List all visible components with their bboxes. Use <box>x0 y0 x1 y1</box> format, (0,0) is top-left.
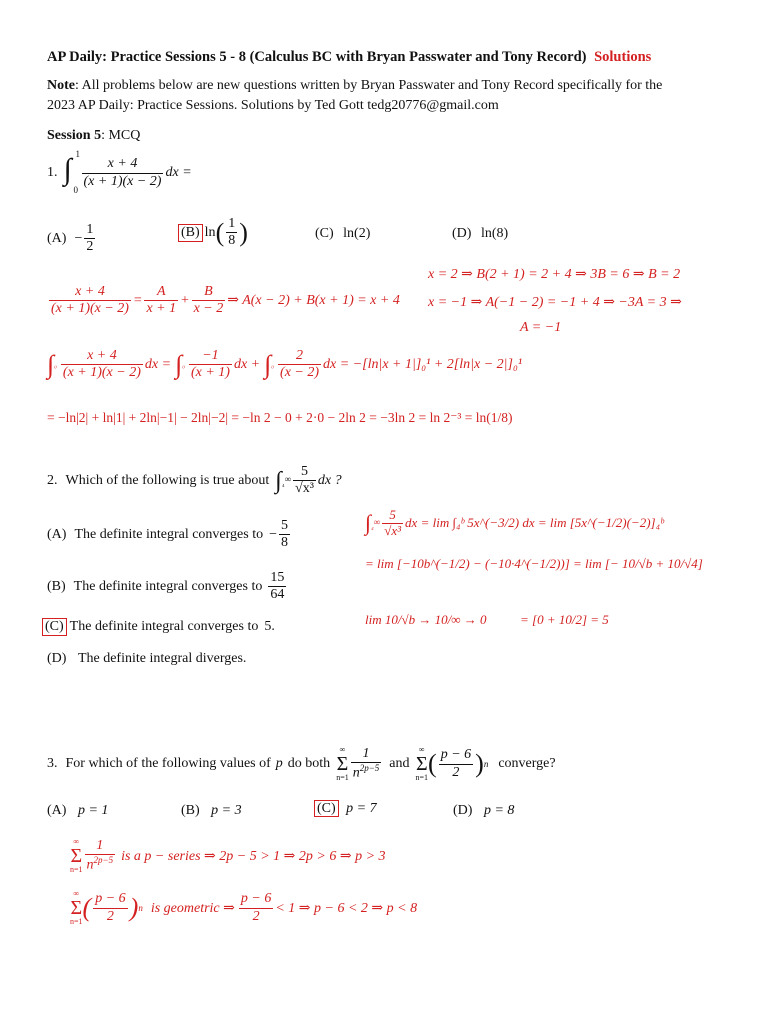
q2-choice-b-letter: (B) <box>47 578 66 594</box>
note-line-2: 2023 AP Daily: Practice Sessions. Solutions by Ted Gott tedg20776@gmail.com <box>47 98 499 113</box>
q1-choice-b[interactable]: (B) ln ( $\frac{1}{8}$ ) <box>178 216 248 249</box>
q3-work-line-2: ∞ Σ n=1 ( $\frac{p - 6}{2}$ ) n is geometric ⇒ $\frac{p - 6}{2}$ < 1 ⇒ p − 6 < 2 ⇒ p < 8 <box>70 889 418 926</box>
q1-work-a: x = −1 ⇒ A(−1 − 2) = −1 + 4 ⇒ −3A = 3 ⇒ <box>428 295 682 310</box>
q3-choice-c-value: p = 7 <box>346 801 377 816</box>
q2-work-line-3: lim 10/√b → 10/∞ → 0 <box>365 612 487 627</box>
q1-prompt <box>47 150 192 196</box>
q2-work-line-1: ∫ ₄∞ $\frac{5}{\text{√x³}}$ dx = lim ∫₄ᵇ 5x^(−3/2) dx = lim [5x^(−1/2)(−2)]₄ᵇ <box>365 507 664 538</box>
q1-antiderivative: dx = −[ln|x + 1|]₀¹ + 2[ln|x − 2|]₀¹ <box>323 356 523 372</box>
q3-work-1: is a p − series ⇒ 2p − 5 > 1 ⇒ 2p > 6 ⇒ p > 3 <box>121 848 386 864</box>
q1-final-evaluation: = −ln|2| + ln|1| + 2ln|−1| − 2ln|−2| = −ln 2 − 0 + 2·0 − 2ln 2 = −3ln 2 = ln 2⁻³ = ln(1/8) <box>47 410 513 425</box>
q2-work-line-2: = lim [−10b^(−1/2) − (−10·4^(−1/2))] = lim [− 10/√b + 10/√4] <box>365 556 703 571</box>
q3-stem-and: and <box>389 756 410 771</box>
q3-choice-b-letter: (B) <box>181 803 200 818</box>
note-line-1 <box>47 78 662 94</box>
q2-choice-a[interactable]: (A) The definite integral converges to − $\frac{5}{8}$ <box>47 518 289 551</box>
q1-choice-d-letter: (D) <box>452 226 472 241</box>
q2-stem-dx: dx ? <box>317 472 342 488</box>
q1-choice-c[interactable]: (C) ln(2) <box>315 226 371 241</box>
q1-integrand <box>82 156 164 189</box>
q3-work-2: is geometric ⇒ <box>150 900 235 916</box>
q2-choice-c-selected-box: (C) <box>42 618 67 636</box>
q3-choice-d-letter: (D) <box>453 803 473 818</box>
q1-integral-split: ∫ ₀ $\frac{x + 4}{(x + 1)(x - 2)}$ dx = ∫ ₀ $\frac{-1}{(x + 1)}$ dx + ∫ ₀ $\frac{2}{(x - 2)}$ dx = −[ln|x + 1|]₀¹ + 2[ln|x − 2|]₀¹ <box>47 348 523 381</box>
q2-work-1: dx = lim ∫₄ᵇ 5x^(−3/2) dx = lim [5x^(−1/2)(−2)]₄ᵇ <box>405 515 664 531</box>
q1-denominator: (x + 1)(x − 2) <box>83 173 162 189</box>
session-heading <box>47 128 140 144</box>
q1-lower-limit: 0 <box>73 185 78 195</box>
q3-stem-end: converge? <box>498 756 556 771</box>
q2-choice-d-letter: (D) <box>47 651 67 666</box>
q3-choice-c-selected-box: (C) <box>314 800 339 817</box>
q2-number: 2. <box>47 472 58 488</box>
q3-choice-d-value: p = 8 <box>483 803 515 818</box>
q3-number: 3. <box>47 756 58 771</box>
session-type: : MCQ <box>101 128 141 143</box>
solutions-label: Solutions <box>594 49 652 65</box>
q3-choice-d[interactable] <box>453 803 514 819</box>
q2-choice-c-text: The definite integral converges to <box>69 619 259 634</box>
note-text-1: : All problems below are new questions written by Bryan Passwater and Tony Record specifically for the <box>75 78 663 93</box>
q2-choice-d-text: The definite integral diverges. <box>77 651 247 666</box>
q1-choice-c-letter: (C) <box>315 226 334 241</box>
q1-choice-a[interactable]: (A) − $\frac{1}{2}$ <box>47 222 94 255</box>
q3-choice-a[interactable] <box>47 803 108 819</box>
q1-upper-limit: 1 <box>75 149 80 159</box>
q1-numerator: x + 4 <box>82 156 164 173</box>
q2-stem: Which of the following is true about <box>65 472 270 488</box>
session-label: Session 5 <box>47 128 102 143</box>
q1-integral-sign: ∫ 1 0 <box>63 149 80 195</box>
q2-choice-c-value: 5. <box>264 619 275 634</box>
q2-choice-a-letter: (A) <box>47 526 67 542</box>
q3-stem-p: p <box>275 756 283 771</box>
q1-number: 1. <box>47 165 58 180</box>
q1-choice-a-letter: (A) <box>47 230 67 246</box>
q3-prompt: 3. For which of the following values of p do both ∞ Σ n=1 $\frac{1}{n^{2p-5}}$ and ∞ Σ n=1 ( $\frac{p - 6}{2}$ ) n converge? <box>47 745 556 782</box>
q2-prompt: 2. Which of the following is true about ∫ ₄∞ $\frac{5}{\text{√x³}}$ dx ? <box>47 464 342 497</box>
q1-choice-b-selected-box: (B) <box>178 224 203 242</box>
q1-choice-d[interactable]: (D) ln(8) <box>452 226 509 241</box>
q2-choice-d[interactable] <box>47 651 246 667</box>
q1-choice-b-value: $\frac{1}{8}$ <box>228 216 236 249</box>
q1-work-a-result: A = −1 <box>520 320 562 335</box>
q2-choice-b[interactable]: (B) The definite integral converges to $\frac{15}{64}$ <box>47 570 285 603</box>
q2-work-line-4: = [0 + 10/2] = 5 <box>520 612 609 627</box>
q3-choice-a-letter: (A) <box>47 803 67 818</box>
q2-choice-c[interactable] <box>42 618 275 636</box>
q3-work-2-tail: < 1 ⇒ p − 6 < 2 ⇒ p < 8 <box>275 900 418 916</box>
q3-choice-c[interactable] <box>314 801 377 817</box>
title-text: AP Daily: Practice Sessions 5 - 8 (Calculus BC with Bryan Passwater and Tony Record) <box>47 49 587 65</box>
q3-work-line-1: ∞ Σ n=1 $\frac{1}{n^{2p-5}}$ is a p − series ⇒ 2p − 5 > 1 ⇒ 2p > 6 ⇒ p > 3 <box>70 837 386 874</box>
page-title <box>47 49 651 66</box>
note-label: Note <box>47 78 75 93</box>
q2-choice-a-text: The definite integral converges to <box>74 526 264 542</box>
q2-choice-b-text: The definite integral converges to <box>73 578 263 594</box>
q1-work-b: x = 2 ⇒ B(2 + 1) = 2 + 4 ⇒ 3B = 6 ⇒ B = 2 <box>428 267 681 282</box>
q1-choice-a-value: $\frac{1}{2}$ <box>86 222 94 255</box>
q1-dx: dx = <box>165 165 192 180</box>
q3-choice-b[interactable] <box>181 803 242 819</box>
q3-stem-mid: do both <box>287 756 331 771</box>
q3-choice-b-value: p = 3 <box>211 803 242 818</box>
q1-pf-equation: ⇒ A(x − 2) + B(x + 1) = x + 4 <box>227 293 400 309</box>
q1-partial-fractions: $\frac{x + 4}{(x + 1)(x - 2)}$ = $\frac{A}{x + 1}$ + $\frac{B}{x - 2}$ ⇒ A(x − 2) + B(x + 1) = x + 4 <box>51 284 400 317</box>
q3-choice-a-value: p = 1 <box>77 803 109 818</box>
q3-stem: For which of the following values of <box>65 756 271 771</box>
